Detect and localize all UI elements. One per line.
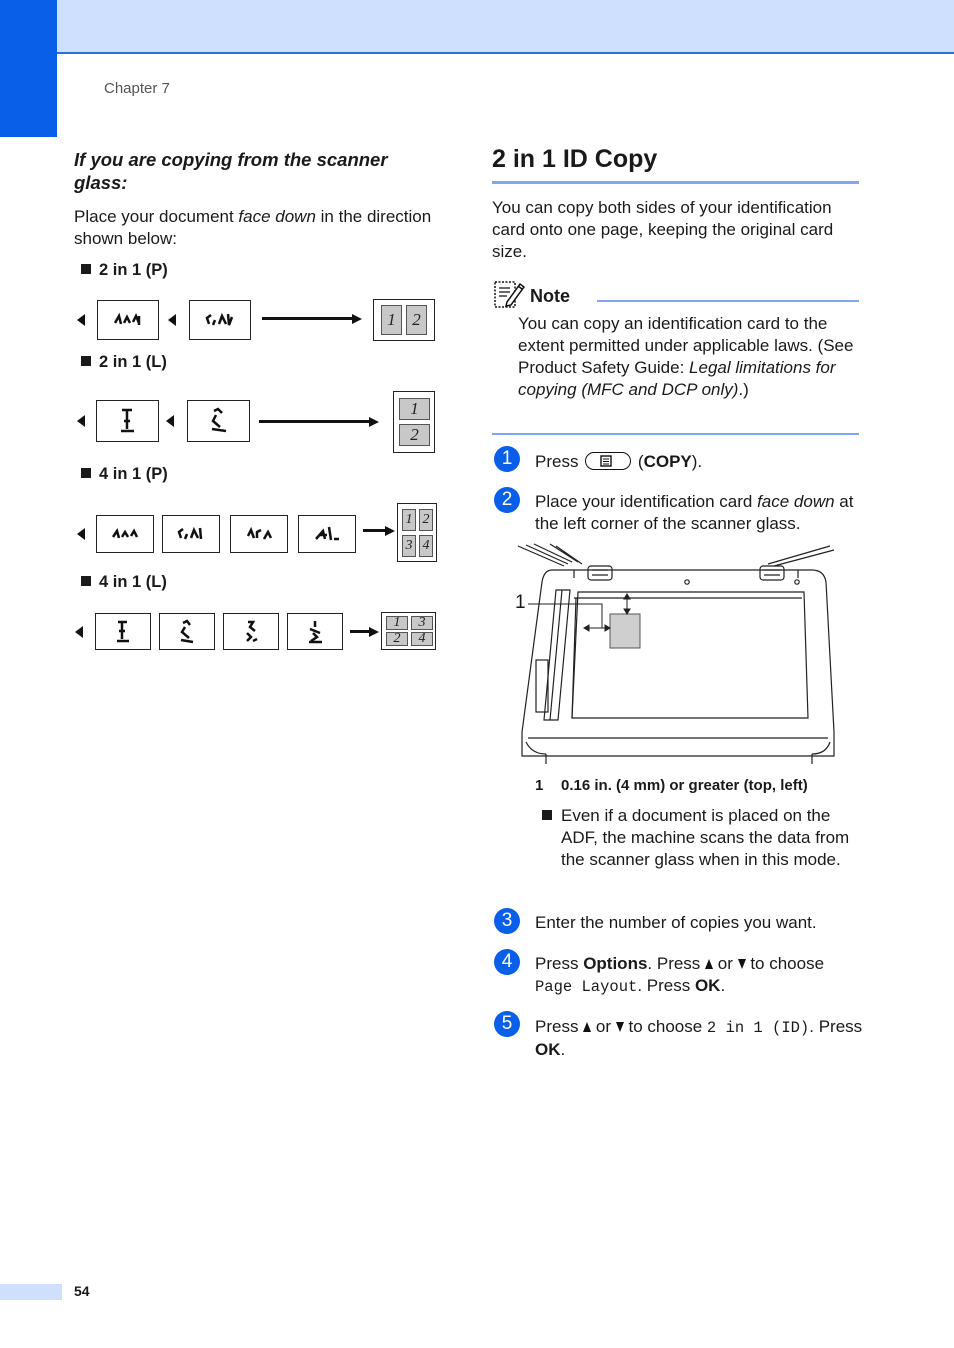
arrow-left-icon bbox=[77, 314, 85, 326]
step-1-text bbox=[535, 451, 865, 473]
doc-glyph-icon bbox=[111, 527, 139, 541]
result-cell: 2 bbox=[386, 632, 408, 646]
doc-glyph-icon bbox=[205, 312, 235, 328]
page-number: 54 bbox=[74, 1283, 90, 1299]
square-bullet-icon bbox=[542, 810, 552, 820]
copy-key-label: COPY bbox=[643, 452, 692, 471]
scanner-glass-figure bbox=[512, 542, 842, 770]
note-bottom-rule bbox=[492, 433, 859, 435]
step-text: Press bbox=[535, 1017, 584, 1036]
arrow-left-icon bbox=[77, 528, 85, 540]
step-text: . Press bbox=[647, 954, 706, 973]
scanner-glass-intro bbox=[74, 206, 434, 250]
result-cell: 2 bbox=[406, 305, 427, 335]
layout-label: 2 in 1 (L) bbox=[99, 353, 167, 371]
note-label: Note bbox=[530, 286, 570, 306]
arrow-line bbox=[363, 529, 387, 532]
menu-option-text: 2 in 1 (ID) bbox=[706, 1019, 810, 1037]
step-text: or bbox=[591, 1017, 616, 1036]
result-cell: 1 bbox=[386, 616, 408, 630]
arrow-right-icon bbox=[385, 526, 395, 536]
result-cell: 1 bbox=[402, 509, 416, 531]
note-pencil-icon bbox=[493, 278, 525, 310]
down-arrow-icon bbox=[616, 1022, 624, 1032]
step-3-text: Enter the number of copies you want. bbox=[535, 913, 817, 932]
arrow-line bbox=[350, 630, 370, 633]
figure-callout-number: 1 bbox=[515, 592, 526, 613]
up-arrow-icon bbox=[705, 959, 713, 969]
step-number-badge: 1 bbox=[494, 446, 520, 472]
note-text bbox=[518, 313, 863, 401]
intro-text-end: in the direction shown below: bbox=[74, 207, 432, 248]
step-text: ). bbox=[691, 452, 703, 471]
layout-4in1l-label bbox=[81, 573, 167, 592]
note-text-emphasis: Legal limitations for copying (MFC and DCP only) bbox=[518, 358, 836, 399]
step-text: at the left corner of the scanner glass. bbox=[535, 492, 854, 533]
intro-emphasis: face down bbox=[238, 207, 316, 226]
step-text: . Press bbox=[809, 1017, 863, 1036]
step-2-text bbox=[535, 491, 865, 535]
chapter-label: Chapter 7 bbox=[104, 80, 170, 97]
step-text: Place your identification card bbox=[535, 492, 758, 511]
step-emphasis: face down bbox=[757, 492, 835, 511]
step-number-badge: 2 bbox=[494, 487, 520, 513]
doc-glyph-icon bbox=[177, 526, 205, 542]
chapter-tab bbox=[0, 0, 57, 137]
arrow-left-icon bbox=[77, 415, 85, 427]
layout-4in1p-label bbox=[81, 465, 168, 484]
ok-key-label: OK bbox=[535, 1040, 561, 1059]
result-2in1p bbox=[373, 299, 435, 341]
step-number-badge: 4 bbox=[494, 949, 520, 975]
result-cell: 2 bbox=[399, 424, 430, 446]
arrow-left-icon bbox=[166, 415, 174, 427]
doc-page-4 bbox=[287, 613, 343, 650]
doc-page-1 bbox=[95, 613, 151, 650]
page-title: 2 in 1 ID Copy bbox=[492, 145, 658, 173]
header-band bbox=[0, 0, 954, 54]
doc-glyph-icon bbox=[241, 619, 261, 645]
title-rule bbox=[492, 181, 859, 184]
step-text: Press bbox=[535, 452, 584, 471]
ok-key-label: OK bbox=[694, 976, 721, 995]
step-text: to choose bbox=[745, 954, 825, 973]
down-arrow-icon bbox=[738, 959, 746, 969]
intro-text: Place your document bbox=[74, 207, 239, 226]
scanner-glass-heading: If you are copying from the scanner glass: bbox=[74, 149, 388, 193]
result-cell: 1 bbox=[381, 305, 402, 335]
note-text-main: You can copy an identification card to the extent permitted under applicable laws. (See Product Safety Guide: bbox=[518, 314, 854, 377]
doc-glyph-icon bbox=[114, 619, 132, 645]
up-arrow-icon bbox=[583, 1022, 591, 1032]
arrow-right-icon bbox=[369, 627, 379, 637]
layout-2in1l-label bbox=[81, 353, 167, 372]
doc-glyph-icon bbox=[245, 526, 273, 542]
step-text: to choose bbox=[623, 1017, 707, 1036]
step-text: . bbox=[720, 976, 726, 995]
note-text-end: .) bbox=[738, 380, 749, 399]
doc-glyph-icon bbox=[305, 619, 325, 645]
result-cell: 2 bbox=[419, 509, 433, 531]
menu-option-text: Page Layout bbox=[535, 978, 638, 996]
doc-page-2 bbox=[159, 613, 215, 650]
doc-page-2 bbox=[162, 515, 220, 553]
arrow-line bbox=[262, 317, 354, 320]
doc-glyph-icon bbox=[177, 619, 197, 645]
layout-2in1p-label bbox=[81, 261, 168, 280]
step-text: . Press bbox=[637, 976, 695, 995]
step-4-text bbox=[535, 953, 865, 998]
footer-band bbox=[0, 1284, 62, 1300]
square-bullet-icon bbox=[81, 356, 91, 366]
doc-glyph-icon bbox=[208, 407, 230, 435]
result-cell: 4 bbox=[419, 535, 433, 557]
square-bullet-icon bbox=[81, 468, 91, 478]
step-text: . bbox=[560, 1040, 566, 1059]
note-top-rule bbox=[597, 300, 859, 302]
result-cell: 4 bbox=[411, 632, 433, 646]
result-cell: 3 bbox=[402, 535, 416, 557]
step-text: Press bbox=[535, 954, 584, 973]
figure-caption-number: 1 bbox=[535, 777, 544, 794]
result-2in1l bbox=[393, 391, 435, 453]
layout-label: 4 in 1 (P) bbox=[99, 465, 168, 483]
layout-label: 4 in 1 (L) bbox=[99, 573, 167, 591]
doc-page-1 bbox=[96, 515, 154, 553]
arrow-left-icon bbox=[75, 626, 83, 638]
result-cell: 3 bbox=[411, 616, 433, 630]
doc-glyph-icon bbox=[113, 313, 143, 327]
result-4in1p bbox=[397, 503, 437, 562]
step-text: or bbox=[713, 954, 738, 973]
doc-page-2 bbox=[187, 400, 250, 442]
doc-page-3 bbox=[230, 515, 288, 553]
doc-page-2 bbox=[189, 300, 251, 340]
layout-label: 2 in 1 (P) bbox=[99, 261, 168, 279]
copy-key-icon bbox=[585, 452, 631, 470]
arrow-right-icon bbox=[369, 417, 379, 427]
id-copy-intro: You can copy both sides of your identification card onto one page, keeping the original card size. bbox=[492, 198, 834, 261]
doc-page-1 bbox=[96, 400, 159, 442]
doc-page-4 bbox=[298, 515, 356, 553]
doc-glyph-icon bbox=[313, 525, 341, 543]
options-key-label: Options bbox=[583, 954, 648, 973]
step-number-badge: 5 bbox=[494, 1011, 520, 1037]
arrow-right-icon bbox=[352, 314, 362, 324]
step-number-badge: 3 bbox=[494, 908, 520, 934]
step-text: ( bbox=[633, 452, 644, 471]
arrow-left-icon bbox=[168, 314, 176, 326]
result-4in1l bbox=[381, 612, 436, 650]
step-5-text bbox=[535, 1016, 865, 1061]
doc-glyph-icon bbox=[118, 407, 138, 435]
square-bullet-icon bbox=[81, 264, 91, 274]
arrow-line bbox=[259, 420, 371, 423]
square-bullet-icon bbox=[81, 576, 91, 586]
result-cell: 1 bbox=[399, 398, 430, 420]
adf-bullet-text: Even if a document is placed on the ADF, the machine scans the data from the scanner glass when in this mode. bbox=[561, 806, 850, 869]
figure-caption: 0.16 in. (4 mm) or greater (top, left) bbox=[561, 777, 808, 794]
doc-page-3 bbox=[223, 613, 279, 650]
doc-page-1 bbox=[97, 300, 159, 340]
